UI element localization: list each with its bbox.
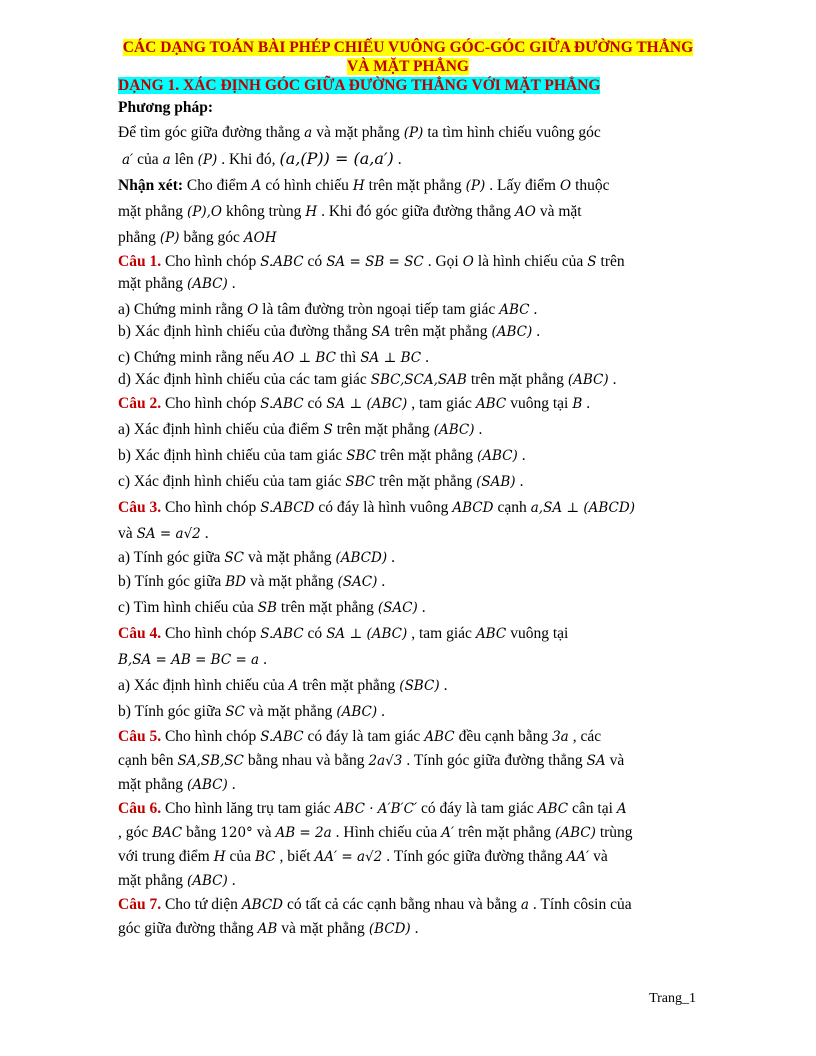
question-2: Câu 2. Cho hình chóp S.ABC có SA ⊥ (ABC) , tam giác ABC vuông tại B .	[118, 395, 591, 412]
question-3-part-a: a) Tính góc giữa SC và mặt phẳng (ABCD) .	[118, 549, 395, 566]
question-1-part-a: a) Chứng minh rằng O là tâm đường tròn ngoại tiếp tam giác ABC .	[118, 301, 538, 318]
question-2-part-b: b) Xác định hình chiếu của tam giác SBC trên mặt phẳng (ABC) .	[118, 447, 526, 464]
question-3: Câu 3. Cho hình chóp S.ABCD có đáy là hình vuông ABCD cạnh a,SA ⊥ (ABCD) và SA = a√2 .	[118, 499, 635, 542]
question-1-part-d: d) Xác định hình chiếu của các tam giác SBC,SCA,SAB trên mặt phẳng (ABC) .	[118, 371, 617, 388]
question-3-part-b: b) Tính góc giữa BD và mặt phẳng (SAC) .	[118, 573, 386, 590]
question-1-part-c: c) Chứng minh rằng nếu AO ⊥ BC thì SA ⊥ BC .	[118, 349, 429, 366]
method-paragraph: Để tìm góc giữa đường thẳng a và mặt phẳng (P) ta tìm hình chiếu vuông góc a′ của a lên (P) . Khi đó, (a,(P)) = (a,a′) .	[118, 124, 601, 168]
question-3-part-c: c) Tìm hình chiếu của SB trên mặt phẳng (SAC) .	[118, 599, 426, 616]
question-1: Câu 1. Cho hình chóp S.ABC có SA = SB = SC . Gọi O là hình chiếu của S trên mặt phẳng (ABC) .	[118, 253, 625, 292]
question-7: Câu 7. Cho tứ diện ABCD có tất cả các cạnh bằng nhau và bằng a . Tính côsin của góc giữa đường thẳng AB và mặt phẳng (BCD) .	[118, 896, 632, 937]
question-2-part-a: a) Xác định hình chiếu của điểm S trên mặt phẳng (ABC) .	[118, 421, 483, 438]
question-4-part-a: a) Xác định hình chiếu của A trên mặt phẳng (SBC) .	[118, 677, 448, 694]
section-heading: DẠNG 1. XÁC ĐỊNH GÓC GIỮA ĐƯỜNG THẲNG VỚI MẶT PHẲNG	[118, 77, 601, 94]
question-6: Câu 6. Cho hình lăng trụ tam giác ABC · A′B′C′ có đáy là tam giác ABC cân tại A , góc BAC bằng 120° và AB = 2a . Hình chiếu của A′ trên mặt phẳng (ABC) trùng với trung điểm H của BC , biết AA′ = a√2 . Tính góc giữa đường thẳng AA′ và mặt phẳng (ABC) .	[118, 800, 633, 889]
question-2-part-c: c) Xác định hình chiếu của tam giác SBC trên mặt phẳng (SAB) .	[118, 473, 524, 490]
question-5: Câu 5. Cho hình chóp S.ABC có đáy là tam giác ABC đều cạnh bằng 3a , các cạnh bên SA,SB,SC bằng nhau và bằng 2a√3 . Tính góc giữa đường thẳng SA và mặt phẳng (ABC) .	[118, 728, 625, 793]
document-title: CÁC DẠNG TOÁN BÀI PHÉP CHIẾU VUÔNG GÓC-GÓC GIỮA ĐƯỜNG THẲNG VÀ MẶT PHẲNG	[122, 39, 694, 75]
page-content	[118, 38, 698, 941]
question-4-part-b: b) Tính góc giữa SC và mặt phẳng (ABC) .	[118, 703, 386, 720]
question-1-part-b: b) Xác định hình chiếu của đường thẳng SA trên mặt phẳng (ABC) .	[118, 323, 541, 340]
remark-paragraph: Nhận xét: Cho điểm A có hình chiếu H trên mặt phẳng (P) . Lấy điểm O thuộc mặt phẳng (P),O không trùng H . Khi đó góc giữa đường thẳng AO và mặt phẳng (P) bằng góc AOH	[118, 177, 610, 246]
method-label: Phương pháp:	[118, 99, 213, 116]
page-number: Trang_1	[649, 991, 696, 1006]
question-4: Câu 4. Cho hình chóp S.ABC có SA ⊥ (ABC) , tam giác ABC vuông tại B,SA = AB = BC = a .	[118, 625, 569, 668]
